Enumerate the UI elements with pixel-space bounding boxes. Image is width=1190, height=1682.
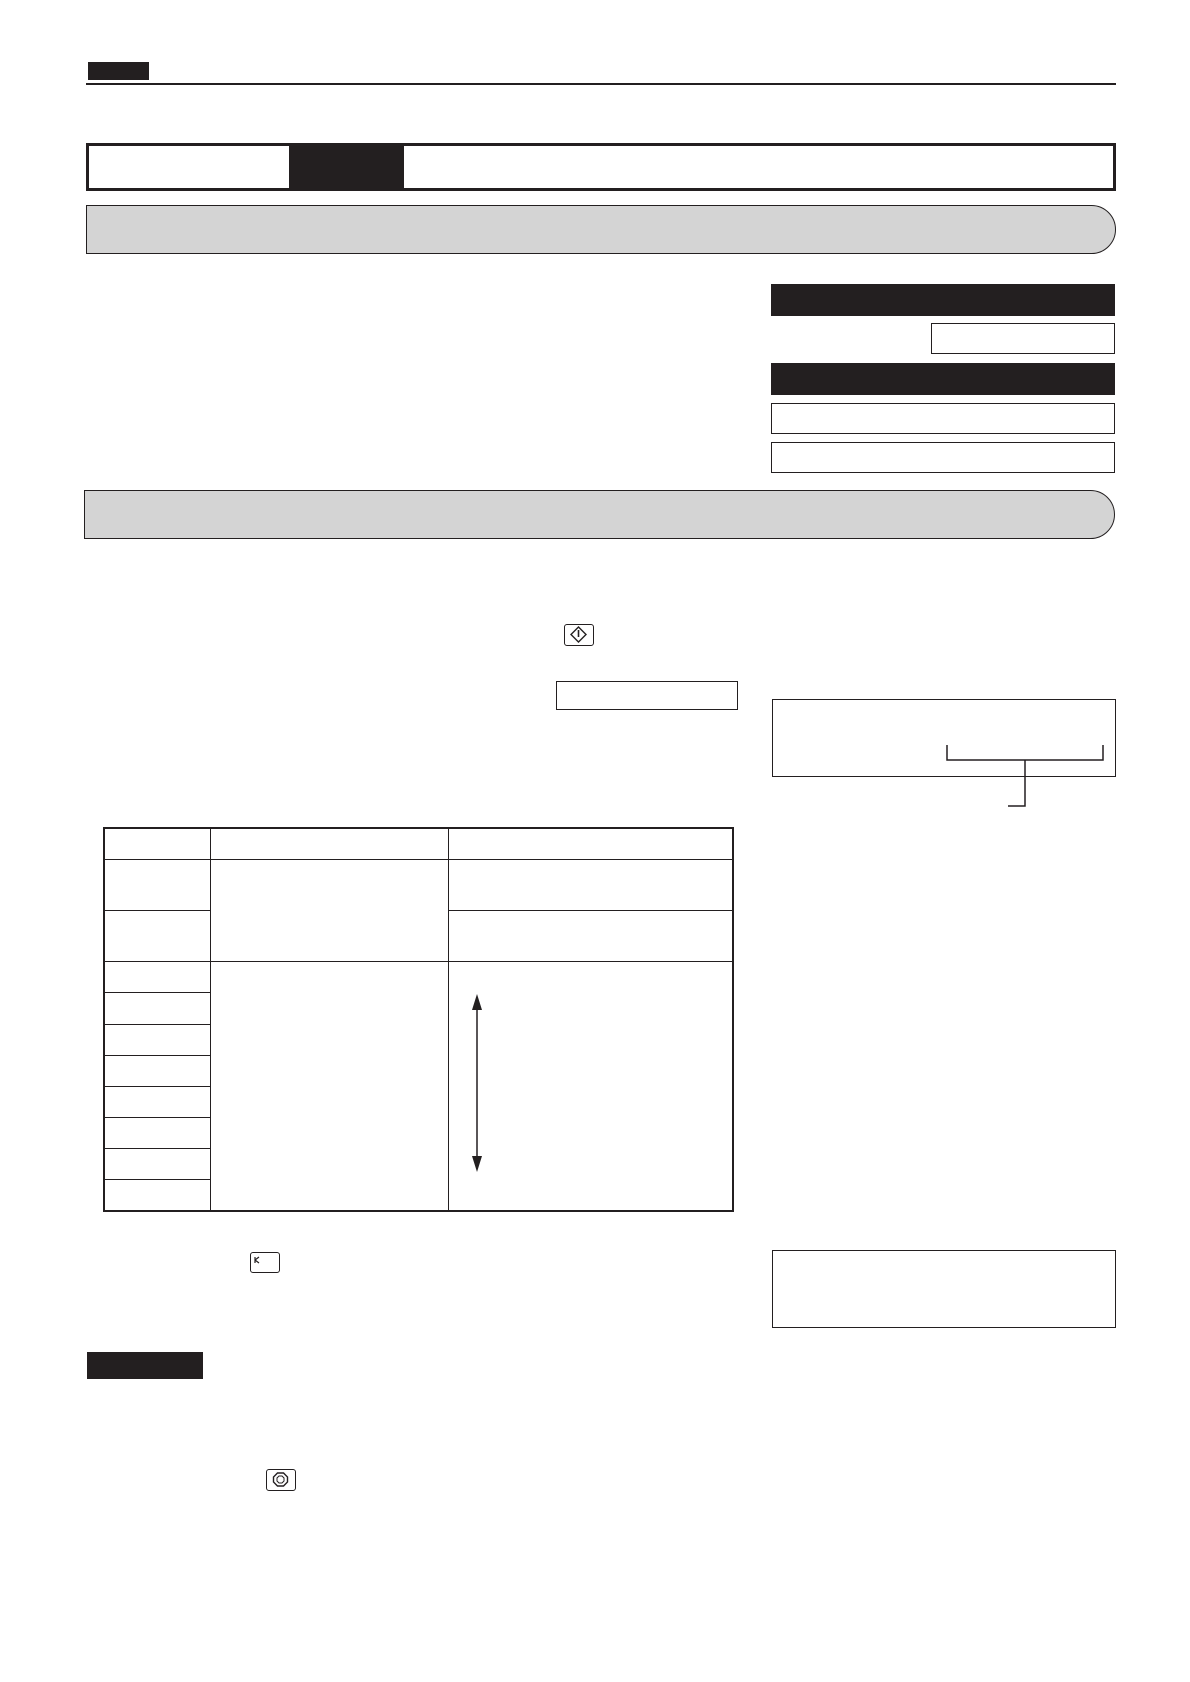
table-header-cell xyxy=(104,828,210,859)
settings-table xyxy=(103,827,734,1212)
table-header-cell xyxy=(210,828,448,859)
table-cell-range xyxy=(448,962,733,1211)
title-bar xyxy=(86,143,1116,191)
title-bar-right xyxy=(404,146,1113,188)
stop-key-icon xyxy=(266,1469,296,1491)
table-cell xyxy=(104,1055,210,1086)
side-field-3 xyxy=(771,442,1115,473)
header-tab xyxy=(88,62,149,80)
header-rule xyxy=(86,83,1116,85)
table-cell-merged xyxy=(210,859,448,962)
table-cell xyxy=(104,859,210,910)
table-cell xyxy=(104,962,210,993)
table-cell-merged xyxy=(210,962,448,1211)
side-field-1 xyxy=(931,323,1115,354)
display-box xyxy=(556,681,738,710)
side-band-2 xyxy=(771,363,1115,395)
section-heading-1 xyxy=(86,205,1116,254)
table-header-cell xyxy=(448,828,733,859)
clear-key-icon xyxy=(250,1252,280,1273)
title-bar-left xyxy=(89,146,289,188)
table-cell xyxy=(104,1180,210,1211)
side-field-2 xyxy=(771,403,1115,434)
table-cell xyxy=(104,910,210,961)
section-heading-2 xyxy=(84,490,1115,539)
table-cell xyxy=(104,1024,210,1055)
table-cell xyxy=(104,993,210,1024)
table-cell xyxy=(448,859,733,910)
table-cell xyxy=(104,1117,210,1148)
table-cell xyxy=(104,1086,210,1117)
range-arrow-icon xyxy=(467,993,487,1173)
screen-1-bracket xyxy=(940,740,1110,810)
table-cell xyxy=(104,1149,210,1180)
table-cell xyxy=(448,910,733,961)
side-band-1 xyxy=(771,284,1115,316)
note-badge xyxy=(87,1352,203,1379)
start-key-icon xyxy=(564,624,594,646)
screen-display-2 xyxy=(772,1250,1116,1328)
title-bar-middle xyxy=(289,146,404,188)
